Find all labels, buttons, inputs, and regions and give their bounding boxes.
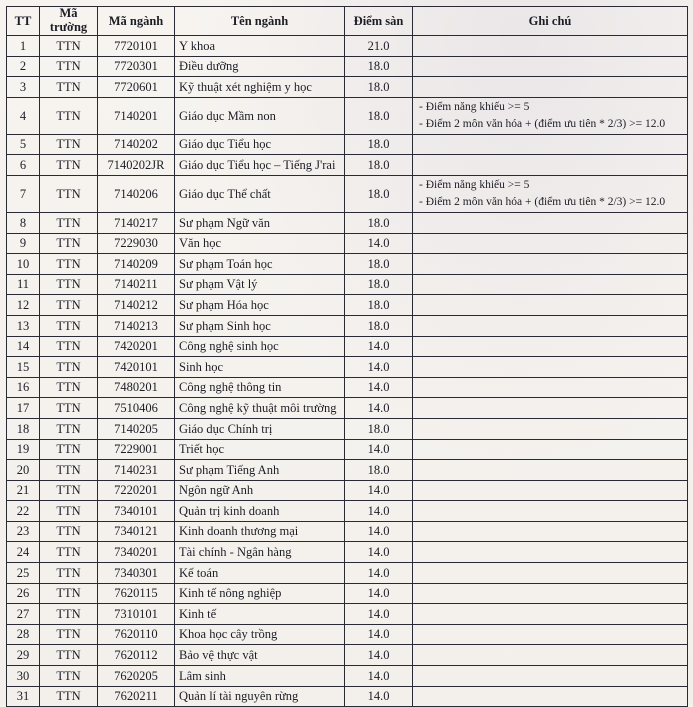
- cell-ghi-chu: [413, 460, 688, 481]
- cell-ma-truong: TTN: [40, 56, 98, 77]
- cell-ten-nganh: Công nghệ sinh học: [175, 336, 345, 357]
- cell-ghi-chu: [413, 521, 688, 542]
- table-row: [7, 274, 688, 295]
- cell-ma-nganh: 7140231: [98, 460, 175, 481]
- cell-ten-nganh: Giáo dục Mầm non: [175, 97, 345, 134]
- cell-diem-san: 18.0: [345, 418, 413, 439]
- note-line: - Điểm 2 môn văn hóa + (điểm ưu tiên * 2/3) >= 12.0: [419, 117, 666, 130]
- cell-ghi-chu: [413, 542, 688, 563]
- cell-tt: 1: [7, 36, 40, 57]
- table-row: [7, 542, 688, 563]
- admission-score-table: [6, 6, 688, 707]
- cell-tt: 20: [7, 460, 40, 481]
- cell-ma-nganh: 7340101: [98, 501, 175, 522]
- cell-tt: 18: [7, 418, 40, 439]
- cell-ma-nganh: 7140205: [98, 418, 175, 439]
- cell-ma-nganh: 7140202: [98, 134, 175, 155]
- cell-diem-san: 18.0: [345, 315, 413, 336]
- cell-ten-nganh: Sư phạm Toán học: [175, 254, 345, 275]
- cell-ma-truong: TTN: [40, 583, 98, 604]
- cell-ma-truong: TTN: [40, 295, 98, 316]
- cell-tt: 31: [7, 686, 40, 707]
- cell-ten-nganh: Kinh tế nông nghiệp: [175, 583, 345, 604]
- cell-diem-san: 18.0: [345, 295, 413, 316]
- cell-tt: 4: [7, 97, 40, 134]
- cell-tt: 24: [7, 542, 40, 563]
- table-body: [7, 36, 688, 707]
- cell-ghi-chu: [413, 563, 688, 584]
- cell-tt: 26: [7, 583, 40, 604]
- cell-ghi-chu: [413, 336, 688, 357]
- cell-ghi-chu: [413, 295, 688, 316]
- cell-diem-san: 14.0: [345, 439, 413, 460]
- cell-diem-san: 18.0: [345, 175, 413, 212]
- cell-ma-truong: TTN: [40, 336, 98, 357]
- cell-ten-nganh: Giáo dục Thể chất: [175, 175, 345, 212]
- cell-ma-truong: TTN: [40, 666, 98, 687]
- header-ma-nganh: Mã ngành: [98, 7, 175, 36]
- cell-ten-nganh: Khoa học cây trồng: [175, 624, 345, 645]
- cell-ma-truong: TTN: [40, 36, 98, 57]
- table-row: [7, 357, 688, 378]
- cell-ten-nganh: Công nghệ kỹ thuật môi trường: [175, 398, 345, 419]
- cell-ma-nganh: 7140209: [98, 254, 175, 275]
- cell-ten-nganh: Bảo vệ thực vật: [175, 645, 345, 666]
- cell-ma-truong: TTN: [40, 542, 98, 563]
- table-row: [7, 377, 688, 398]
- cell-ma-nganh: 7420201: [98, 336, 175, 357]
- cell-ma-truong: TTN: [40, 357, 98, 378]
- header-diem-san: Điểm sàn: [345, 7, 413, 36]
- table-row: [7, 686, 688, 707]
- cell-diem-san: 18.0: [345, 155, 413, 176]
- table-row: [7, 439, 688, 460]
- cell-ma-nganh: 7620110: [98, 624, 175, 645]
- cell-ten-nganh: Sư phạm Hóa học: [175, 295, 345, 316]
- cell-ma-nganh: 7310101: [98, 604, 175, 625]
- cell-tt: 15: [7, 357, 40, 378]
- cell-ten-nganh: Sư phạm Sinh học: [175, 315, 345, 336]
- cell-ten-nganh: Triết học: [175, 439, 345, 460]
- cell-tt: 12: [7, 295, 40, 316]
- cell-ghi-chu: [413, 480, 688, 501]
- table-row: [7, 521, 688, 542]
- cell-ten-nganh: Sinh học: [175, 357, 345, 378]
- table-row: [7, 134, 688, 155]
- table-row: [7, 97, 688, 134]
- cell-ghi-chu: [413, 501, 688, 522]
- cell-ten-nganh: Kỹ thuật xét nghiệm y học: [175, 77, 345, 98]
- cell-ten-nganh: Quản lí tài nguyên rừng: [175, 686, 345, 707]
- cell-tt: 3: [7, 77, 40, 98]
- cell-ten-nganh: Giáo dục Chính trị: [175, 418, 345, 439]
- table-row: [7, 212, 688, 233]
- cell-ghi-chu: [413, 134, 688, 155]
- cell-ten-nganh: Sư phạm Ngữ văn: [175, 212, 345, 233]
- cell-ghi-chu: [413, 357, 688, 378]
- cell-ma-truong: TTN: [40, 645, 98, 666]
- header-ghi-chu: Ghi chú: [413, 7, 688, 36]
- table-row: [7, 254, 688, 275]
- table-row: [7, 624, 688, 645]
- note-line: - Điểm 2 môn văn hóa + (điểm ưu tiên * 2/3) >= 12.0: [419, 195, 666, 208]
- cell-ten-nganh: Điều dưỡng: [175, 56, 345, 77]
- cell-tt: 25: [7, 563, 40, 584]
- table-row: [7, 645, 688, 666]
- cell-ma-truong: TTN: [40, 97, 98, 134]
- table-row: [7, 77, 688, 98]
- cell-tt: 27: [7, 604, 40, 625]
- cell-ghi-chu: [413, 212, 688, 233]
- cell-ma-nganh: 7480201: [98, 377, 175, 398]
- table-row: [7, 56, 688, 77]
- cell-ten-nganh: Sư phạm Tiếng Anh: [175, 460, 345, 481]
- cell-tt: 7: [7, 175, 40, 212]
- cell-ma-truong: TTN: [40, 134, 98, 155]
- cell-ma-truong: TTN: [40, 521, 98, 542]
- cell-diem-san: 18.0: [345, 134, 413, 155]
- cell-ghi-chu: [413, 155, 688, 176]
- cell-ma-truong: TTN: [40, 686, 98, 707]
- cell-ma-nganh: 7510406: [98, 398, 175, 419]
- cell-ma-nganh: 7720601: [98, 77, 175, 98]
- cell-diem-san: 14.0: [345, 583, 413, 604]
- cell-ma-nganh: 7340301: [98, 563, 175, 584]
- cell-diem-san: 14.0: [345, 624, 413, 645]
- cell-ghi-chu: [413, 77, 688, 98]
- table-row: [7, 460, 688, 481]
- cell-tt: 13: [7, 315, 40, 336]
- cell-ma-truong: TTN: [40, 501, 98, 522]
- cell-diem-san: 18.0: [345, 254, 413, 275]
- cell-ma-nganh: 7140201: [98, 97, 175, 134]
- cell-tt: 23: [7, 521, 40, 542]
- cell-ten-nganh: Giáo dục Tiểu học: [175, 134, 345, 155]
- cell-diem-san: 14.0: [345, 357, 413, 378]
- cell-tt: 22: [7, 501, 40, 522]
- cell-ten-nganh: Công nghệ thông tin: [175, 377, 345, 398]
- cell-tt: 11: [7, 274, 40, 295]
- cell-ma-nganh: 7620115: [98, 583, 175, 604]
- cell-ma-truong: TTN: [40, 233, 98, 254]
- cell-ma-truong: TTN: [40, 418, 98, 439]
- cell-diem-san: 14.0: [345, 604, 413, 625]
- table-row: [7, 583, 688, 604]
- header-ma-truong: [40, 7, 98, 36]
- cell-ma-truong: TTN: [40, 377, 98, 398]
- note-line: - Điểm năng khiếu >= 5: [419, 101, 530, 114]
- cell-ma-nganh: 7720101: [98, 36, 175, 57]
- cell-tt: 19: [7, 439, 40, 460]
- table-header: [7, 7, 688, 36]
- cell-diem-san: 14.0: [345, 645, 413, 666]
- cell-ma-truong: TTN: [40, 480, 98, 501]
- cell-ma-truong: TTN: [40, 315, 98, 336]
- cell-ma-nganh: 7340201: [98, 542, 175, 563]
- cell-ma-nganh: 7140211: [98, 274, 175, 295]
- cell-ghi-chu: [413, 36, 688, 57]
- cell-ma-nganh: 7140217: [98, 212, 175, 233]
- cell-ma-nganh: 7620112: [98, 645, 175, 666]
- cell-tt: 30: [7, 666, 40, 687]
- cell-ma-nganh: 7229001: [98, 439, 175, 460]
- table-row: [7, 418, 688, 439]
- cell-tt: 28: [7, 624, 40, 645]
- cell-ten-nganh: Kinh doanh thương mại: [175, 521, 345, 542]
- cell-ma-nganh: 7229030: [98, 233, 175, 254]
- cell-ghi-chu: [413, 175, 688, 212]
- cell-ghi-chu: [413, 418, 688, 439]
- cell-ma-nganh: 7620205: [98, 666, 175, 687]
- cell-tt: 10: [7, 254, 40, 275]
- header-row: [7, 7, 688, 36]
- cell-ten-nganh: Y khoa: [175, 36, 345, 57]
- cell-diem-san: 14.0: [345, 521, 413, 542]
- cell-ma-truong: TTN: [40, 563, 98, 584]
- cell-ma-truong: TTN: [40, 175, 98, 212]
- cell-diem-san: 14.0: [345, 233, 413, 254]
- cell-ten-nganh: Giáo dục Tiểu học – Tiếng J'rai: [175, 155, 345, 176]
- cell-ghi-chu: [413, 604, 688, 625]
- cell-ten-nganh: Tài chính - Ngân hàng: [175, 542, 345, 563]
- cell-ghi-chu: [413, 624, 688, 645]
- cell-ma-nganh: 7420101: [98, 357, 175, 378]
- cell-ghi-chu: [413, 377, 688, 398]
- table-row: [7, 36, 688, 57]
- cell-ghi-chu: [413, 398, 688, 419]
- cell-ma-truong: TTN: [40, 604, 98, 625]
- cell-ma-truong: TTN: [40, 212, 98, 233]
- cell-ten-nganh: Kế toán: [175, 563, 345, 584]
- cell-diem-san: 14.0: [345, 480, 413, 501]
- cell-tt: 21: [7, 480, 40, 501]
- cell-diem-san: 21.0: [345, 36, 413, 57]
- cell-ma-nganh: 7620211: [98, 686, 175, 707]
- cell-tt: 6: [7, 155, 40, 176]
- table-row: [7, 295, 688, 316]
- cell-ma-nganh: 7140212: [98, 295, 175, 316]
- table-row: [7, 398, 688, 419]
- table-row: [7, 155, 688, 176]
- cell-ma-nganh: 7720301: [98, 56, 175, 77]
- cell-diem-san: 14.0: [345, 501, 413, 522]
- table-row: [7, 563, 688, 584]
- cell-ten-nganh: Sư phạm Vật lý: [175, 274, 345, 295]
- cell-ghi-chu: [413, 254, 688, 275]
- table-row: [7, 175, 688, 212]
- cell-tt: 14: [7, 336, 40, 357]
- cell-tt: 5: [7, 134, 40, 155]
- header-ma-truong-label: Mã trường: [49, 6, 88, 34]
- cell-diem-san: 14.0: [345, 398, 413, 419]
- header-tt: TT: [7, 7, 40, 36]
- cell-diem-san: 18.0: [345, 460, 413, 481]
- cell-diem-san: 14.0: [345, 336, 413, 357]
- cell-ma-truong: TTN: [40, 624, 98, 645]
- cell-diem-san: 14.0: [345, 563, 413, 584]
- table-row: [7, 604, 688, 625]
- cell-ten-nganh: Quản trị kinh doanh: [175, 501, 345, 522]
- cell-ten-nganh: Kinh tế: [175, 604, 345, 625]
- cell-ghi-chu: [413, 97, 688, 134]
- cell-tt: 2: [7, 56, 40, 77]
- cell-diem-san: 14.0: [345, 686, 413, 707]
- cell-ghi-chu: [413, 666, 688, 687]
- cell-ghi-chu: [413, 686, 688, 707]
- cell-ten-nganh: Văn học: [175, 233, 345, 254]
- cell-ma-nganh: 7140206: [98, 175, 175, 212]
- note-line: - Điểm năng khiếu >= 5: [419, 179, 530, 192]
- cell-ma-nganh: 7220201: [98, 480, 175, 501]
- cell-ma-truong: TTN: [40, 460, 98, 481]
- cell-diem-san: 14.0: [345, 542, 413, 563]
- cell-ma-truong: TTN: [40, 77, 98, 98]
- table-row: [7, 233, 688, 254]
- cell-ma-truong: TTN: [40, 398, 98, 419]
- cell-ghi-chu: [413, 439, 688, 460]
- cell-diem-san: 18.0: [345, 77, 413, 98]
- cell-ghi-chu: [413, 315, 688, 336]
- cell-ten-nganh: Lâm sinh: [175, 666, 345, 687]
- table-row: [7, 480, 688, 501]
- cell-ma-truong: TTN: [40, 439, 98, 460]
- header-ten-nganh: Tên ngành: [175, 7, 345, 36]
- cell-diem-san: 18.0: [345, 212, 413, 233]
- table-row: [7, 336, 688, 357]
- cell-tt: 17: [7, 398, 40, 419]
- cell-ghi-chu: [413, 274, 688, 295]
- cell-ghi-chu: [413, 583, 688, 604]
- cell-ma-truong: TTN: [40, 155, 98, 176]
- cell-ghi-chu: [413, 56, 688, 77]
- cell-tt: 16: [7, 377, 40, 398]
- cell-ma-nganh: 7140202JR: [98, 155, 175, 176]
- table-row: [7, 315, 688, 336]
- cell-ghi-chu: [413, 645, 688, 666]
- cell-diem-san: 18.0: [345, 56, 413, 77]
- cell-tt: 9: [7, 233, 40, 254]
- cell-diem-san: 14.0: [345, 666, 413, 687]
- table-row: [7, 501, 688, 522]
- cell-ghi-chu: [413, 233, 688, 254]
- cell-ma-nganh: 7140213: [98, 315, 175, 336]
- cell-ma-nganh: 7340121: [98, 521, 175, 542]
- cell-tt: 29: [7, 645, 40, 666]
- cell-ma-truong: TTN: [40, 274, 98, 295]
- cell-tt: 8: [7, 212, 40, 233]
- cell-diem-san: 14.0: [345, 377, 413, 398]
- cell-diem-san: 18.0: [345, 274, 413, 295]
- cell-ma-truong: TTN: [40, 254, 98, 275]
- cell-diem-san: 18.0: [345, 97, 413, 134]
- table-row: [7, 666, 688, 687]
- cell-ten-nganh: Ngôn ngữ Anh: [175, 480, 345, 501]
